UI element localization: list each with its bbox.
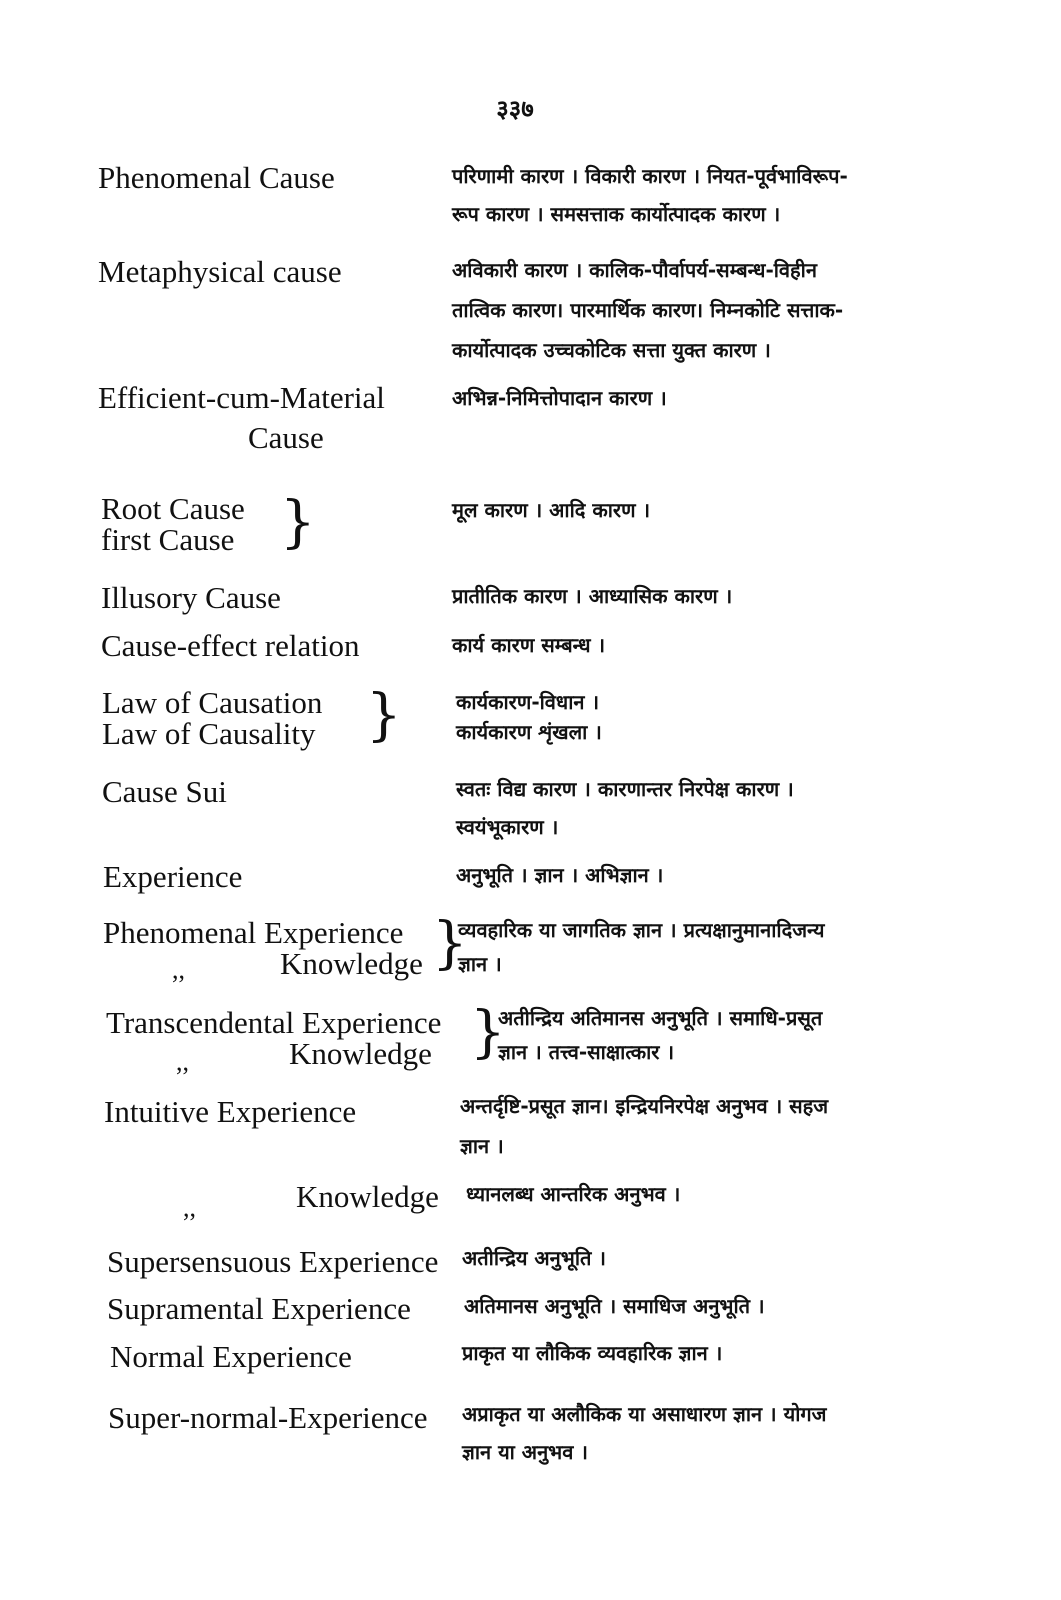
- term-law-of-causality: Law of Causality: [102, 716, 316, 751]
- term-metaphysical-cause: Metaphysical cause: [98, 254, 342, 289]
- gloss-phenomenal-experience-line-1: व्यवहारिक या जागतिक ज्ञान । प्रत्यक्षानुमानादिजन्य: [458, 918, 825, 942]
- gloss-cause-effect-relation: कार्य कारण सम्बन्ध ।: [452, 633, 606, 657]
- term-phenomenal-experience: Phenomenal Experience: [103, 915, 404, 950]
- term-root-cause: Root Cause: [101, 491, 245, 526]
- gloss-law-of-causality: कार्यकारण शृंखला ।: [456, 720, 602, 744]
- ditto-mark: ,,: [176, 1047, 189, 1076]
- right-brace: }: [470, 1000, 506, 1065]
- gloss-root-cause: मूल कारण । आदि कारण ।: [452, 498, 651, 522]
- term-phenomenal-knowledge: Knowledge: [280, 946, 423, 981]
- right-brace: }: [280, 490, 316, 555]
- gloss-metaphysical-cause-line-3: कार्योत्पादक उच्चकोटिक सत्ता युक्त कारण ।: [452, 338, 771, 362]
- gloss-normal-experience: प्राकृत या लौकिक व्यवहारिक ज्ञान ।: [462, 1341, 723, 1365]
- term-intuitive-knowledge: Knowledge: [296, 1179, 439, 1214]
- term-super-normal-experience: Super-normal-Experience: [108, 1400, 428, 1435]
- gloss-super-normal-experience-line-2: ज्ञान या अनुभव ।: [462, 1440, 588, 1464]
- gloss-efficient-cum-material-cause: अभिन्न-निमित्तोपादान कारण ।: [452, 386, 667, 410]
- term-experience: Experience: [103, 859, 243, 894]
- gloss-illusory-cause: प्रातीतिक कारण । आध्यासिक कारण ।: [452, 584, 733, 608]
- term-cause-sui: Cause Sui: [102, 774, 227, 809]
- gloss-experience: अनुभूति । ज्ञान । अभिज्ञान ।: [456, 863, 664, 887]
- gloss-phenomenal-experience-line-2: ज्ञान ।: [458, 952, 502, 976]
- term-law-of-causation: Law of Causation: [102, 685, 323, 720]
- page-number: ३३७: [496, 95, 534, 123]
- term-transcendental-knowledge: Knowledge: [289, 1036, 432, 1071]
- gloss-intuitive-knowledge: ध्यानलब्ध आन्तरिक अनुभव ।: [466, 1182, 681, 1206]
- term-supersensuous-experience: Supersensuous Experience: [107, 1244, 439, 1279]
- ditto-mark: ,,: [183, 1193, 196, 1222]
- gloss-cause-sui-line-1: स्वतः विद्य कारण । कारणान्तर निरपेक्ष कारण ।: [456, 777, 794, 801]
- gloss-super-normal-experience-line-1: अप्राकृत या अलौकिक या असाधारण ज्ञान । योगज: [462, 1402, 827, 1426]
- gloss-phenomenal-cause-line-1: परिणामी कारण । विकारी कारण । नियत-पूर्वभाविरूप-: [452, 164, 848, 188]
- term-supramental-experience: Supramental Experience: [107, 1291, 411, 1326]
- ditto-mark: ,,: [172, 955, 185, 984]
- gloss-intuitive-experience-line-2: ज्ञान ।: [460, 1134, 504, 1158]
- gloss-supramental-experience: अतिमानस अनुभूति । समाधिज अनुभूति ।: [464, 1294, 765, 1318]
- gloss-phenomenal-cause-line-2: रूप कारण । समसत्ताक कार्योत्पादक कारण ।: [452, 202, 781, 226]
- gloss-metaphysical-cause-line-2: तात्विक कारण। पारमार्थिक कारण। निम्नकोटि सत्ताक-: [452, 298, 844, 322]
- gloss-cause-sui-line-2: स्वयंभूकारण ।: [456, 815, 559, 839]
- term-transcendental-experience: Transcendental Experience: [106, 1005, 442, 1040]
- term-efficient-cum-material-cause: Cause: [248, 420, 324, 455]
- term-phenomenal-cause: Phenomenal Cause: [98, 160, 335, 195]
- right-brace: }: [366, 683, 402, 748]
- gloss-intuitive-experience-line-1: अन्तर्दृष्टि-प्रसूत ज्ञान। इन्द्रियनिरपेक्ष अनुभव । सहज: [460, 1094, 829, 1118]
- term-normal-experience: Normal Experience: [110, 1339, 352, 1374]
- gloss-transcendental-experience-line-2: ज्ञान । तत्त्व-साक्षात्कार ।: [498, 1040, 675, 1064]
- term-first-cause: first Cause: [101, 522, 235, 557]
- gloss-supersensuous-experience: अतीन्द्रिय अनुभूति ।: [462, 1246, 606, 1270]
- gloss-law-of-causation: कार्यकारण-विधान ।: [456, 690, 600, 714]
- term-cause-effect-relation: Cause-effect relation: [101, 628, 360, 663]
- term-intuitive-experience: Intuitive Experience: [104, 1094, 357, 1129]
- gloss-metaphysical-cause-line-1: अविकारी कारण । कालिक-पौर्वापर्य-सम्बन्ध-विहीन: [452, 258, 817, 282]
- gloss-transcendental-experience-line-1: अतीन्द्रिय अतिमानस अनुभूति । समाधि-प्रसूत: [498, 1006, 823, 1030]
- term-efficient-cum-material: Efficient-cum-Material: [98, 380, 385, 415]
- right-brace: }: [432, 911, 468, 976]
- term-illusory-cause: Illusory Cause: [101, 580, 281, 615]
